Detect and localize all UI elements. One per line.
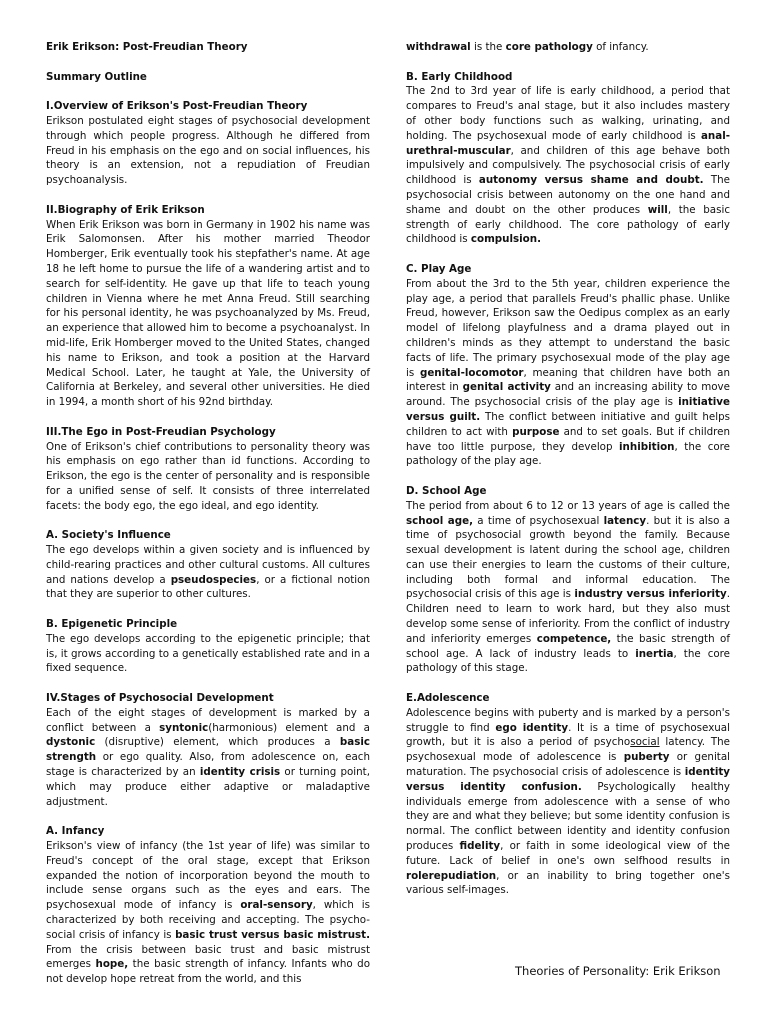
section-heading-stages: IV.Stages of Psychosocial Development: [46, 692, 274, 705]
subsection-heading-infancy: A. Infancy: [46, 825, 105, 838]
text-run: , and children of this age behave both impulsively and compulsively. The psychosocial crisis of early childhood is: [406, 144, 730, 187]
term-genital-locomotor: genital-locomotor: [419, 366, 524, 379]
term-withdrawal: withdrawal: [406, 41, 471, 53]
section-heading-ego: III.The Ego in Post-Freudian Psychology: [46, 425, 276, 438]
subsection-heading-adolescence: E.Adolescence: [406, 692, 490, 705]
term-core-pathology: core pathology: [505, 41, 593, 53]
text-run: From about the 3rd to the 5th year, children experience the play age, a period that parallels Freud's phallic phase. Unlike Freud, however, Erikson saw the Oedipus complex as an early model of lifelong playfulness and a drama played out in children's minds as they attempt to understand the basic facts of life. The primary psychosexual mode of the play age is: [406, 277, 730, 379]
term-industry-vs-inferiority: industry versus inferiority: [574, 588, 727, 601]
text-run: the basic strength of infancy. Infants who do not develop hope retreat from the world, and this: [46, 958, 371, 986]
text-run: is the: [470, 41, 506, 53]
term-basic-trust: basic trust versus basic mistrust.: [175, 928, 370, 941]
text-run: The ego develops within a given society and is influenced by child-rearing practices and other cultural customs. All cultures and nations develop a: [46, 544, 370, 586]
term-school-age: school age,: [406, 514, 474, 527]
left-column: [46, 40, 370, 987]
subsection-text-early-childhood: [406, 84, 730, 247]
subsection-text-adolescence: [406, 706, 730, 898]
text-run: the basic strength of school age. A lack of industry leads to: [406, 632, 730, 660]
text-run: (disruptive) element, which produces a: [95, 736, 340, 749]
text-run: The period from about 6 to 12 or 13 years of age is called the: [406, 499, 730, 512]
subsection-text-play-age: [406, 277, 730, 469]
text-run: Each of the eight stages of development is marked by a conflict between a: [46, 706, 370, 734]
subsection-heading-play-age: C. Play Age: [406, 262, 472, 275]
subsection-text-infancy-continued: [406, 40, 730, 55]
section-text-ego: One of Erikson's chief contributions to personality theory was his emphasis on ego rather than id functions. According to Erikson, the ego is the center of personality and is responsible for a unified sense of self. It consists of three interrelated facets: the body ego, the ego ideal, and ego identity.: [46, 440, 370, 512]
subsection-heading-school-age: D. School Age: [406, 484, 487, 497]
subsection-heading-society: A. Society's Influence: [46, 529, 171, 542]
term-basic-strength: basic strength: [46, 736, 370, 764]
term-competence: competence,: [536, 632, 612, 645]
subsection-heading-epigenetic: B. Epigenetic Principle: [46, 618, 178, 631]
text-run: (harmonious) element and a: [208, 721, 370, 734]
subsection-heading-early-childhood: B. Early Childhood: [406, 70, 513, 83]
text-run: , which is characterized by both receiving and accepting. The psycho-social crisis of infancy is: [46, 899, 370, 941]
section-heading-overview: I.Overview of Erikson's Post-Freudian Theory: [46, 100, 308, 113]
term-syntonic: syntonic: [159, 721, 209, 734]
text-run: . Children need to learn to work hard, but they also must develop some sense of inferiority. From the conflict of industry and inferiority emerges: [406, 588, 730, 645]
subsection-text-infancy: [46, 839, 370, 987]
text-run: latency. The psychosexual mode of adolescence is: [406, 736, 730, 764]
term-identity-vs-confusion: identity versus identity confusion.: [406, 766, 730, 793]
term-identity-crisis: identity crisis: [199, 766, 281, 779]
term-hope: hope,: [95, 958, 129, 971]
text-run: From the crisis between basic trust and basic mistrust emerges: [46, 943, 370, 971]
document-title: Erik Erikson: Post-Freudian Theory: [46, 41, 248, 53]
text-run: , or an inability to bring together one's various self-images.: [406, 869, 730, 897]
term-latency: latency: [603, 514, 647, 527]
text-run: and to set goals. But if children have too little purpose, they develop: [406, 425, 730, 453]
subsection-text-society: [46, 543, 370, 602]
term-anal-urethral-muscular: anal-urethral-muscular: [406, 129, 730, 157]
text-run: , or faith in some ideological view of the future. Lack of belief in one's own selfhood results in: [406, 840, 730, 867]
term-fidelity: fidelity: [459, 840, 501, 853]
underlined-word: social: [630, 736, 660, 749]
text-run: Erikson's view of infancy (the 1st year of life) was similar to Freud's concept of the oral stage, except that Erikson expanded the notion of incorporation beyond the mouth to include sense organs such as the eyes and ears. The psychosexual mode of infancy is: [46, 840, 370, 912]
term-genital-activity: genital activity: [462, 381, 551, 394]
right-column: [406, 40, 730, 898]
term-autonomy-vs-shame: autonomy versus shame and doubt.: [478, 174, 704, 187]
text-run: , meaning that children have both an interest in: [406, 366, 730, 394]
term-will: will: [647, 203, 668, 216]
text-run: . but it is also a time of psychosocial growth beyond the family. Because sexual development is latent during the school age, children can use their energies to learn the customs of their culture, including both formal and informal education. The psychosocial crisis of this age is: [406, 514, 731, 601]
term-dystonic: dystonic: [46, 736, 96, 749]
text-run: , the core pathology of this stage.: [406, 647, 730, 675]
section-text-biography: When Erik Erikson was born in Germany in 1902 his name was Erik Salomonsen. After his mother married Theodor Homberger, Erik eventually took his stepfather's name. At age 18 he left home to pursue the life of a wandering artist and to search for self-identity. He gave up that life to teach young children in Vienna where he met Anna Freud. Still searching for his personal identity, he was psychoanalyzed by Ms. Freud, an experience that allowed him to become a psychoanalyst. In mid-life, Erik Homberger moved to the United States, changed his name to Erikson, and took a position at the Harvard Medical School. Later, he taught at Yale, the University of California at Berkeley, and several other universities. He died in 1994, a month short of his 92nd birthday.: [46, 218, 370, 409]
term-pseudospecies: pseudospecies: [170, 573, 257, 586]
section-text-overview: Erikson postulated eight stages of psychosocial development through which people progress. Although he differed from Freud in his emphasis on the ego and on social influences, his theory is an extension, not a repudiation of Freudian psychoanalysis.: [46, 114, 370, 187]
text-run: The 2nd to 3rd year of life is early childhood, a period that compares to Freud's anal stage, but it also includes mastery of other body functions such as walking, urinating, and holding. The psychosexual mode of early childhood is: [406, 85, 730, 142]
term-purpose: purpose: [512, 425, 560, 438]
section-heading-biography: II.Biography of Erik Erikson: [46, 203, 205, 216]
text-run: , the basic strength of early childhood. The core pathology of early childhood is: [406, 203, 730, 246]
text-run: a time of psychosexual: [473, 514, 604, 527]
term-puberty: puberty: [623, 751, 670, 764]
text-run: , the core pathology of the play age.: [406, 440, 731, 468]
term-inertia: inertia: [635, 647, 674, 660]
term-compulsion: compulsion.: [470, 233, 542, 246]
text-run: . It is a time of psychosexual growth, but it is also a period of psycho: [406, 721, 730, 749]
text-run: , or a fictional notion that they are superior to other cultures.: [46, 573, 370, 601]
text-run: or turning point, which may produce either adaptive or maladaptive adjustment.: [46, 766, 370, 808]
section-text-stages: [46, 706, 370, 810]
text-run: Adolescence begins with puberty and is marked by a person's struggle to find: [406, 706, 730, 734]
term-ego-identity: ego identity: [495, 721, 569, 734]
term-initiative-vs-guilt: initiative versus guilt.: [406, 396, 730, 423]
subsection-text-school-age: [406, 499, 730, 677]
text-run: or genital maturation. The psychosocial crisis of adolescence is: [406, 751, 731, 779]
page-footer: Theories of Personality: Erik Erikson: [515, 964, 721, 978]
text-run: of infancy.: [592, 41, 649, 53]
text-run: or ego quality. Also, from adolescence on, each stage is characterized by an: [46, 751, 370, 779]
text-run: The conflict between initiative and guilt helps children to act with: [406, 410, 730, 438]
document-subtitle: Summary Outline: [46, 70, 147, 83]
subsection-text-epigenetic: The ego develops according to the epigenetic principle; that is, it grows according to a genetically established rate and in a fixed sequence.: [46, 632, 370, 675]
term-oral-sensory: oral-sensory: [240, 899, 313, 912]
text-run: The psychosocial crisis between autonomy on the one hand and shame and doubt on the other produces: [406, 174, 730, 216]
term-inhibition: inhibition: [619, 440, 675, 453]
term-rolerepudiation: rolerepudiation: [406, 869, 497, 882]
text-run: Psychologically healthy individuals emerge from adolescence with a sense of who they are and what they believe; but some identity confusion is normal. The conflict between identity and identity confusion produces: [406, 780, 730, 853]
text-run: and an increasing ability to move around. The psychosocial crisis of the play age is: [406, 381, 730, 409]
